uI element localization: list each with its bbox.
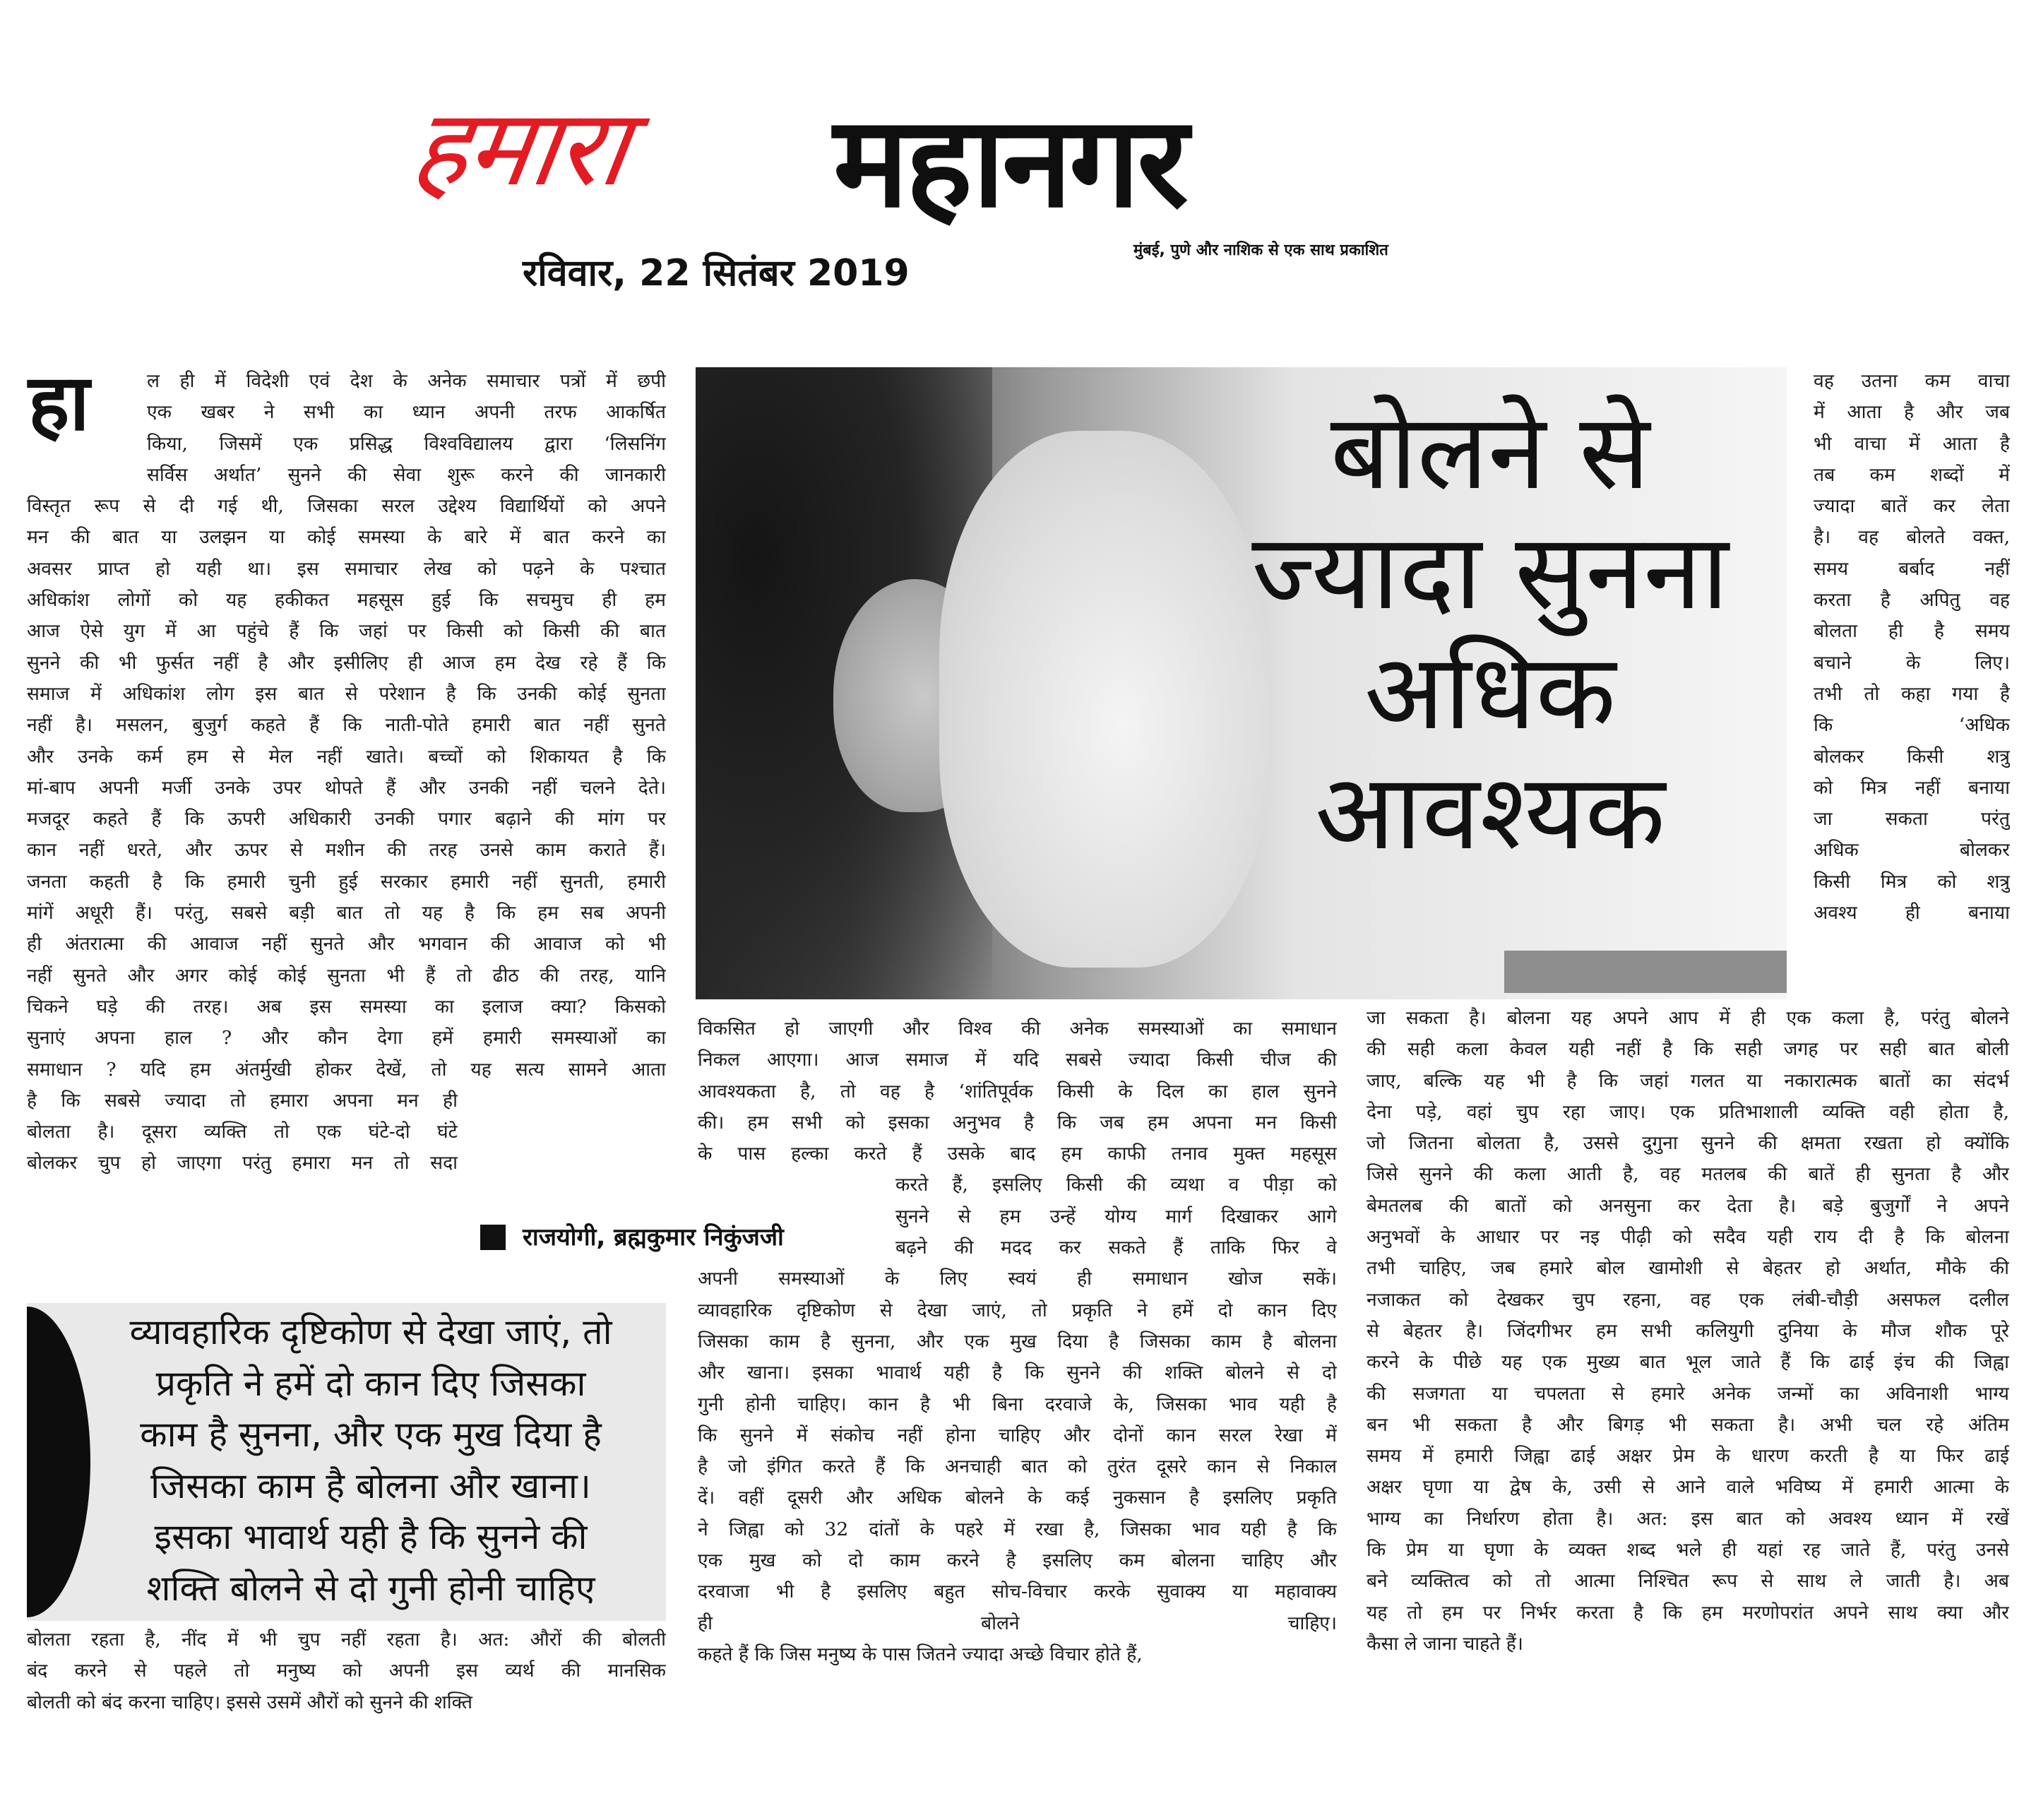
text-line: सर्विस अर्थात’ सुनने की सेवा शुरू करने की जानकारी <box>147 463 666 486</box>
text-line: करते हैं, इसलिए किसी की व्यथा व पीड़ा को <box>895 1174 1337 1196</box>
text-line: बचाने के लिए। <box>1814 651 2010 674</box>
text-line: बंद करने से पहले तो मनुष्य को अपनी इस व्यर्थ की मानसिक <box>27 1660 666 1682</box>
text-line: कहते हैं कि जिस मनुष्य के पास जितने ज्यादा अच्छे विचार होते हैं, <box>698 1643 1143 1665</box>
text-line: बने व्यक्तित्व को तो आत्मा निश्चित रूप से साथ ले जाती है। अब <box>1367 1570 2009 1593</box>
text-line: यह तो हम पर निर्भर करता है कि हम मरणोपरांत अपने साथ क्या और <box>1367 1601 2009 1624</box>
text-line: है। वह बोलते वक्त, <box>1814 526 2010 549</box>
pull-quote-line: व्यावहारिक दृष्टिकोण से देखा जाएं, तो <box>129 1312 612 1352</box>
text-line: आवश्यकता है, तो वह है ‘शांतिपूर्वक किसी के दिल का हाल सुनने <box>698 1080 1337 1102</box>
text-line: निकल आएगा। आज समाज में यदि सबसे ज्यादा किसी चीज की <box>698 1049 1337 1071</box>
text-line: देना पड़े, वहां चुप रहा जाए। एक प्रतिभाशाली व्यक्ति वही होता है, <box>1367 1100 2009 1123</box>
text-line: है जो इंगित करते हैं कि अनचाही बात को तुरंत दूसरे कान से निकाल <box>698 1456 1337 1478</box>
text-line: मन की बात या उलझन या कोई समस्या के बारे में बात करने का <box>27 526 666 549</box>
text-line: नहीं है। मसलन, बुजुर्ग कहते हैं कि नाती-पोते हमारी बात नहीं सुनते <box>27 714 666 737</box>
text-line: कान नहीं धरते, और ऊपर से मशीन की तरह उनसे काम कराते हैं। <box>27 839 666 862</box>
text-line: कि ‘अधिक <box>1814 714 2010 737</box>
text-line: समाधान ? यदि हम अंतर्मुखी होकर देखें, तो यह सत्य सामने आता <box>27 1058 666 1081</box>
text-line: तभी चाहिए, जब हमारे बोल खामोशी से बेहतर हो अर्थात, मौके की <box>1367 1257 2009 1280</box>
pull-quote-line: इसका भावार्थ यही है कि सुनने की <box>154 1516 588 1557</box>
text-line: सुनने की भी फुर्सत नहीं है और इसीलिए ही आज हम देख रहे हैं कि <box>27 651 666 674</box>
text-line: है कि सबसे ज्यादा तो हमारा अपना मन ही <box>27 1089 458 1112</box>
headline-line: अधिक <box>1364 631 1617 753</box>
text-line: जा सकता परंतु <box>1814 808 2010 831</box>
text-line: वह उतना कम वाचा <box>1814 370 2010 392</box>
text-line: समाज में अधिकांश लोग इस बात से परेशान है कि उनकी कोई सुनता <box>27 682 666 705</box>
text-line: मांगें अधूरी हैं। परंतु, सबसे बड़ी बात तो यह है कि हम सब अपनी <box>27 902 666 924</box>
text-line: जिसका काम है सुनना, और एक मुख दिया है जिसका काम है बोलना <box>698 1330 1337 1352</box>
headline-line: ज्यादा सुनना <box>1251 511 1729 633</box>
text-line: एक खबर ने सभी का ध्यान अपनी तरफ आकर्षित <box>147 401 666 424</box>
text-line: दरवाजा भी है इसलिए बहुत सोच-विचार करके सुवाक्य या महावाक्य <box>698 1581 1337 1603</box>
text-line: बोलता है। दूसरा व्यक्ति तो एक घंटे-दो घंटे <box>27 1121 458 1143</box>
column-3-bottom <box>1367 1003 2009 1660</box>
text-line: तब कम शब्दों में <box>1814 463 2010 486</box>
pull-quote-line: जिसका काम है बोलना और खाना। <box>150 1465 591 1506</box>
headline-line: आवश्यक <box>1315 751 1665 873</box>
text-line: किसी मित्र को शत्रु <box>1814 870 2010 893</box>
text-line: ज्यादा बातें कर लेता <box>1814 495 2010 518</box>
text-line: बोलता रहता है, नींद में भी चुप नहीं रहता है। अत: औरों की बोलती <box>27 1629 666 1651</box>
drop-cap: हा <box>28 357 90 448</box>
issue-date: रविवार, 22 सितंबर 2019 <box>523 252 910 295</box>
text-line: ही अंतरात्मा की आवाज नहीं सुनते और भगवान की आवाज को भी <box>27 933 666 956</box>
pull-quote-line: प्रकृति ने हमें दो कान दिए जिसका <box>155 1362 586 1404</box>
headline-line: बोलने से <box>1330 391 1650 513</box>
text-line: दें। वहीं दूसरी और अधिक बोलने के कई नुकसान है इसलिए प्रकृति <box>698 1487 1337 1509</box>
text-line: अक्षर घृणा या द्वेष के, उसी से आने वाले भविष्य में हमारी आत्मा के <box>1367 1476 2009 1499</box>
text-line: आज ऐसे युग में आ पहुंचे हैं कि जहां पर किसी को किसी की बात <box>27 620 666 643</box>
text-line: कि सुनने में संकोच नहीं होना चाहिए और दोनों कान सरल रेखा में <box>698 1424 1337 1446</box>
text-line: मजदूर कहते हैं कि ऊपरी अधिकारी उनकी पगार बढ़ाने की मांग पर <box>27 808 666 831</box>
text-line: भी वाचा में आता है <box>1814 432 2010 455</box>
text-line: से बेहतर है। जिंदगीभर हम सभी कलियुगी दुनिया के मौज शौक पूरे <box>1367 1319 2009 1342</box>
text-line: गुनी होनी चाहिए। कान है भी बिना दरवाजे के, जिसका भाव यही है <box>698 1393 1337 1415</box>
text-line: को मित्र नहीं बनाया <box>1814 776 2010 799</box>
pull-quote-line: शक्ति बोलने से दो गुनी होनी चाहिए <box>146 1567 595 1609</box>
text-line: की सजगता या चपलता से हमारे अनेक जन्मों का अविनाशी भाग्य <box>1367 1382 2009 1405</box>
text-line: जनता कहती है कि हमारी चुनी हुई सरकार हमारी नहीं सुनती, हमारी <box>27 870 666 893</box>
text-line: नहीं सुनते और अगर कोई कोई सुनता भी हैं तो ढीठ की तरह, यानि <box>27 964 666 987</box>
masthead-tagline: मुंबई, पुणे और नाशिक से एक साथ प्रकाशित <box>1133 242 1388 259</box>
text-line: और खाना। इसका भावार्थ यही है कि सुनने की शक्ति बोलने से दो <box>698 1362 1337 1384</box>
text-line: बोलकर चुप हो जाएगा परंतु हमारा मन तो सदा <box>27 1152 458 1174</box>
text-line: बोलकर किसी शत्रु <box>1814 745 2010 768</box>
text-line: करने के पीछे यह एक मुख्य बात भूल जाते हैं कि ढाई इंच की जिह्वा <box>1367 1351 2009 1374</box>
text-line: चिकने घड़े की तरह। अब इस समस्या का इलाज क्या? किसको <box>27 995 666 1018</box>
text-line: बढ़ने की मदद कर सकते हैं ताकि फिर वे <box>895 1237 1337 1259</box>
text-line: मां-बाप अपनी मर्जी उनके उपर थोपते हैं और उनकी नहीं चलने देते। <box>27 776 666 799</box>
text-line: कि प्रेम या घृणा के व्यक्त शब्द भले ही यहां रह जाते हैं, परंतु उनसे <box>1367 1539 2009 1562</box>
column-2 <box>698 1013 1337 1670</box>
text-line: ही बोलने चाहिए। <box>698 1612 1337 1634</box>
text-line: में आता है और जब <box>1814 401 2010 424</box>
text-line: बेमतलब की बातों को अनसुना कर देता है। बड़े बुजुर्गों ने अपने <box>1367 1194 2009 1217</box>
headline <box>1186 392 1794 872</box>
text-line: समय में हमारी जिह्वा ढाई अक्षर प्रेम के धारण करती है या फिर ढाई <box>1367 1445 2009 1468</box>
text-line: जा सकता है। बोलना यह अपने आप में ही एक कला है, परंतु बोलने <box>1367 1007 2009 1029</box>
text-line: सुनने से हम उन्हें योग्य मार्ग दिखाकर आगे <box>895 1205 1337 1227</box>
text-line: की। हम सभी को इसका अनुभव है कि जब हम अपना मन किसी <box>698 1111 1337 1134</box>
text-line: ल ही में विदेशी एवं देश के अनेक समाचार पत्रों में छपी <box>147 370 666 392</box>
text-line: तभी तो कहा गया है <box>1814 682 2010 705</box>
text-line: व्यावहारिक दृष्टिकोण से देखा जाएं, तो प्रकृति ने हमें दो कान दिए <box>698 1299 1337 1321</box>
text-line: अनुभवों के आधार पर नइ पीढ़ी को सदैव यही राय दी है कि बोलना <box>1367 1226 2009 1249</box>
text-line: अवसर प्राप्त हो यही था। इस समाचार लेख को पढ़ने के पश्चात <box>27 557 666 580</box>
text-line: बोलता ही है समय <box>1814 620 2010 643</box>
text-line: की सही कला केवल यही नहीं है कि सही जगह पर सही बात बोली <box>1367 1038 2009 1061</box>
pull-quote-line: काम है सुनना, और एक मुख दिया है <box>140 1414 602 1455</box>
text-line: ने जिह्वा को 32 दांतों के पहरे में रखा है, जिसका भाव यही है कि <box>698 1518 1337 1540</box>
text-line: अवश्य ही बनाया <box>1814 902 2010 924</box>
photo-caption-bar <box>1504 951 1787 993</box>
text-line: किया, जिसमें एक प्रसिद्ध विश्वविद्यालय द्वारा ‘लिसनिंग <box>147 432 666 455</box>
masthead-title-black: महानगर <box>833 89 1186 235</box>
text-line: विकसित हो जाएगी और विश्व की अनेक समस्याओं का समाधान <box>698 1018 1337 1040</box>
text-line: एक मुख को दो काम करने है इसलिए कम बोलना चाहिए और <box>698 1550 1337 1572</box>
text-line: जो जितना बोलता है, उससे दुगुना सुनने की क्षमता रखता हो क्योंकि <box>1367 1132 2009 1155</box>
text-line: नजाकत को देखकर चुप रहना, वह एक लंबी-चौड़ी असफल दलील <box>1367 1288 2009 1311</box>
text-line: बोलती को बंद करना चाहिए। इससे उसमें औरों को सुनने की शक्ति <box>27 1691 472 1713</box>
text-line: जाए, बल्कि यह भी है कि जहां गलत या नकारात्मक बातों का संदर्भ <box>1367 1069 2009 1092</box>
text-line: कैसा ले जाना चाहते हैं। <box>1367 1632 1523 1655</box>
masthead-title-red: हमारा <box>404 87 636 210</box>
text-line: करता है अपितु वह <box>1814 589 2010 612</box>
text-line: के पास हल्का करते हैं उसके बाद हम काफी तनाव मुक्त महसूस <box>698 1143 1337 1165</box>
text-line: अपनी समस्याओं के लिए स्वयं ही समाधान खोज सकें। <box>698 1268 1337 1290</box>
pull-quote <box>81 1307 660 1614</box>
text-line: भाग्य का निर्धारण होता है। अत: इस बात को अवश्य ध्यान में रखें <box>1367 1507 2009 1530</box>
column-3-top <box>1814 366 2010 929</box>
text-line: अधिकांश लोगों को यह हकीकत महसूस हुई कि सचमुच ही हम <box>27 589 666 612</box>
text-line: विस्तृत रूप से दी गई थी, जिसका सरल उद्देश्य विद्यार्थियों को अपने <box>27 495 666 518</box>
text-line: और उनके कर्म हम से मेल नहीं खाते। बच्चों को शिकायत है कि <box>27 745 666 768</box>
text-line: अधिक बोलकर <box>1814 839 2010 862</box>
text-line: बन भी सकता है और बिगड़ भी सकता है। अभी चल रहे अंतिम <box>1367 1413 2009 1436</box>
text-line: जिसे सुनने की कला आती है, वह मतलब की बातें ही सुनता है और <box>1367 1163 2009 1186</box>
text-line: समय बर्बाद नहीं <box>1814 557 2010 580</box>
column-1-top <box>27 366 666 1179</box>
byline: राजयोगी, ब्रह्मकुमार निकुंजजी <box>523 1223 784 1251</box>
column-1-bottom <box>27 1624 666 1718</box>
byline-square-icon <box>480 1225 506 1250</box>
text-line: सुनाएं अपना हाल ? और कौन देगा हमें हमारी समस्याओं का <box>27 1027 666 1049</box>
